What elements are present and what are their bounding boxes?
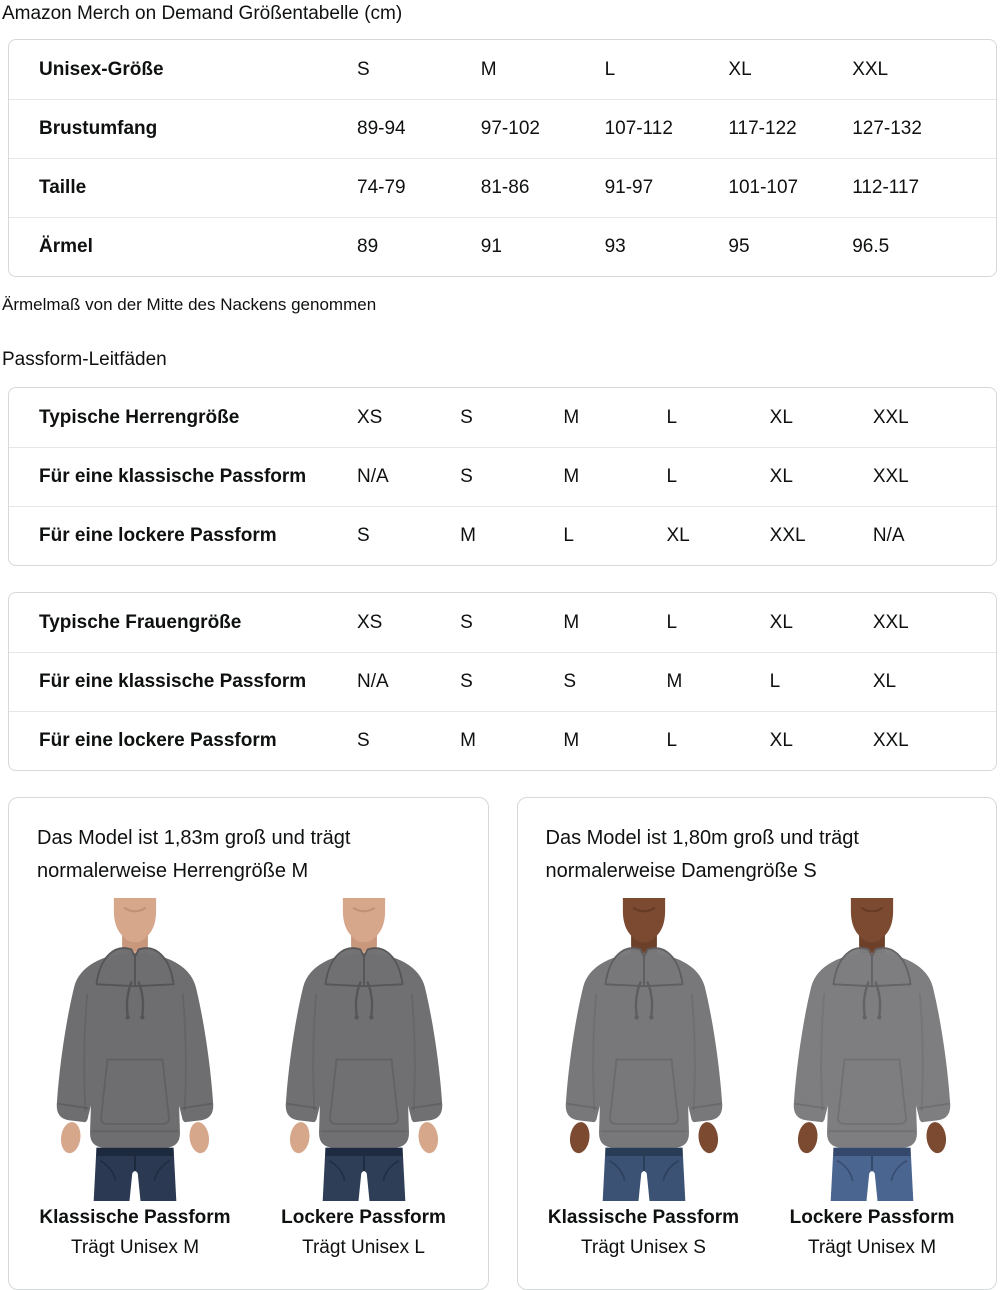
size-cell: 127-132 xyxy=(852,118,922,139)
size-cell: S xyxy=(563,671,577,692)
model-photo xyxy=(549,898,739,1201)
row-label: Brustumfang xyxy=(39,118,158,139)
size-cell: L xyxy=(604,58,616,80)
size-cell: M xyxy=(563,611,580,633)
size-cell: 89-94 xyxy=(357,118,406,139)
sleeve-measure-note: Ärmelmaß von der Mitte des Nackens genommen xyxy=(2,295,377,314)
size-cell: XL xyxy=(769,466,793,487)
size-cell: S xyxy=(460,466,473,487)
size-cell: XXL xyxy=(769,525,806,546)
table-row xyxy=(9,447,996,506)
size-cell: M xyxy=(460,730,476,751)
size-table xyxy=(8,39,997,277)
size-cell: XL xyxy=(666,525,690,546)
row-label: Unisex-Größe xyxy=(39,58,164,80)
size-cell: M xyxy=(563,466,580,487)
size-cell: 81-86 xyxy=(480,177,530,198)
table-row xyxy=(9,40,996,99)
size-cell: S xyxy=(357,730,370,751)
model-loose-fit-women xyxy=(774,898,970,1263)
model-classic-fit-men xyxy=(37,898,233,1263)
size-cell: S xyxy=(460,611,473,633)
row-label: Für eine klassische Passform xyxy=(39,671,307,692)
table-row xyxy=(9,711,996,770)
size-cell: XS xyxy=(357,611,383,633)
page-title: Amazon Merch on Demand Größentabelle (cm) xyxy=(2,3,403,24)
size-cell: 95 xyxy=(728,236,750,257)
size-cell: 112-117 xyxy=(852,177,920,198)
size-cell: 89 xyxy=(357,236,379,257)
size-cell: 96.5 xyxy=(852,236,890,257)
size-caption: Trägt Unisex S xyxy=(581,1237,706,1258)
fit-guides-heading: Passform-Leitfäden xyxy=(2,349,167,370)
row-label: Für eine klassische Passform xyxy=(39,466,307,487)
size-cell: 91 xyxy=(480,236,502,257)
model-card-women xyxy=(517,797,998,1290)
size-cell: XXL xyxy=(872,611,909,633)
model-classic-fit-women xyxy=(546,898,742,1263)
size-cell: 117-122 xyxy=(728,118,797,139)
size-cell: XXL xyxy=(872,406,909,428)
model-cards xyxy=(8,797,997,1290)
fit-table-women xyxy=(8,592,997,771)
size-cell: M xyxy=(480,58,497,80)
fit-caption: Lockere Passform xyxy=(789,1207,955,1228)
size-cell: M xyxy=(460,525,476,546)
size-cell: N/A xyxy=(357,671,389,692)
size-cell: 93 xyxy=(604,236,626,257)
model-row xyxy=(29,898,470,1263)
size-cell: S xyxy=(357,58,370,80)
card-description: Das Model ist 1,83m groß und trägt normalerweise Herrengröße M xyxy=(37,827,351,882)
model-photo xyxy=(269,898,459,1201)
size-cell: L xyxy=(666,611,678,633)
card-description: Das Model ist 1,80m groß und trägt normalerweise Damengröße S xyxy=(545,827,859,882)
model-photo xyxy=(777,898,967,1201)
size-cell: XL xyxy=(872,671,897,692)
size-cell: XL xyxy=(728,58,752,80)
size-caption: Trägt Unisex M xyxy=(70,1237,200,1258)
row-label: Ärmel xyxy=(39,236,93,257)
size-cell: L xyxy=(769,671,781,692)
model-card-men xyxy=(8,797,489,1290)
size-cell: S xyxy=(357,525,370,546)
size-cell: 101-107 xyxy=(728,177,799,198)
fit-caption: Klassische Passform xyxy=(39,1207,231,1228)
size-cell: XS xyxy=(357,406,383,428)
model-photo xyxy=(40,898,230,1201)
table-row xyxy=(9,388,996,447)
model-loose-fit-men xyxy=(266,898,462,1263)
table-row xyxy=(9,158,996,217)
size-cell: XXL xyxy=(852,58,889,80)
size-caption: Trägt Unisex M xyxy=(807,1237,937,1258)
size-cell: XL xyxy=(769,730,793,751)
row-label: Taille xyxy=(39,177,87,198)
size-cell: S xyxy=(460,406,473,428)
size-cell: XXL xyxy=(872,466,909,487)
size-cell: L xyxy=(666,730,678,751)
table-row xyxy=(9,506,996,565)
model-row xyxy=(538,898,979,1263)
fit-caption: Klassische Passform xyxy=(547,1207,740,1228)
size-cell: XXL xyxy=(872,730,909,751)
table-row xyxy=(9,217,996,276)
size-cell: 107-112 xyxy=(604,118,673,139)
table-row xyxy=(9,652,996,711)
size-cell: M xyxy=(563,730,580,751)
row-label: Für eine lockere Passform xyxy=(39,525,277,546)
size-cell: XL xyxy=(769,406,793,428)
size-cell: 91-97 xyxy=(604,177,654,198)
size-caption: Trägt Unisex L xyxy=(302,1237,425,1258)
size-cell: L xyxy=(563,525,574,546)
size-cell: 97-102 xyxy=(480,118,540,139)
size-cell: M xyxy=(666,671,683,692)
size-cell: XL xyxy=(769,611,793,633)
table-row xyxy=(9,593,996,652)
table-row xyxy=(9,99,996,158)
size-cell: L xyxy=(666,406,678,428)
row-label: Für eine lockere Passform xyxy=(39,730,277,751)
size-cell: 74-79 xyxy=(357,177,406,198)
size-cell: M xyxy=(563,406,580,428)
fit-caption: Lockere Passform xyxy=(281,1207,446,1228)
size-cell: S xyxy=(460,671,473,692)
size-cell: L xyxy=(666,466,678,487)
size-cell: N/A xyxy=(357,466,389,487)
fit-table-men xyxy=(8,387,997,566)
row-label: Typische Herrengröße xyxy=(39,406,240,428)
size-cell: N/A xyxy=(872,525,905,546)
row-label: Typische Frauengröße xyxy=(39,611,242,633)
